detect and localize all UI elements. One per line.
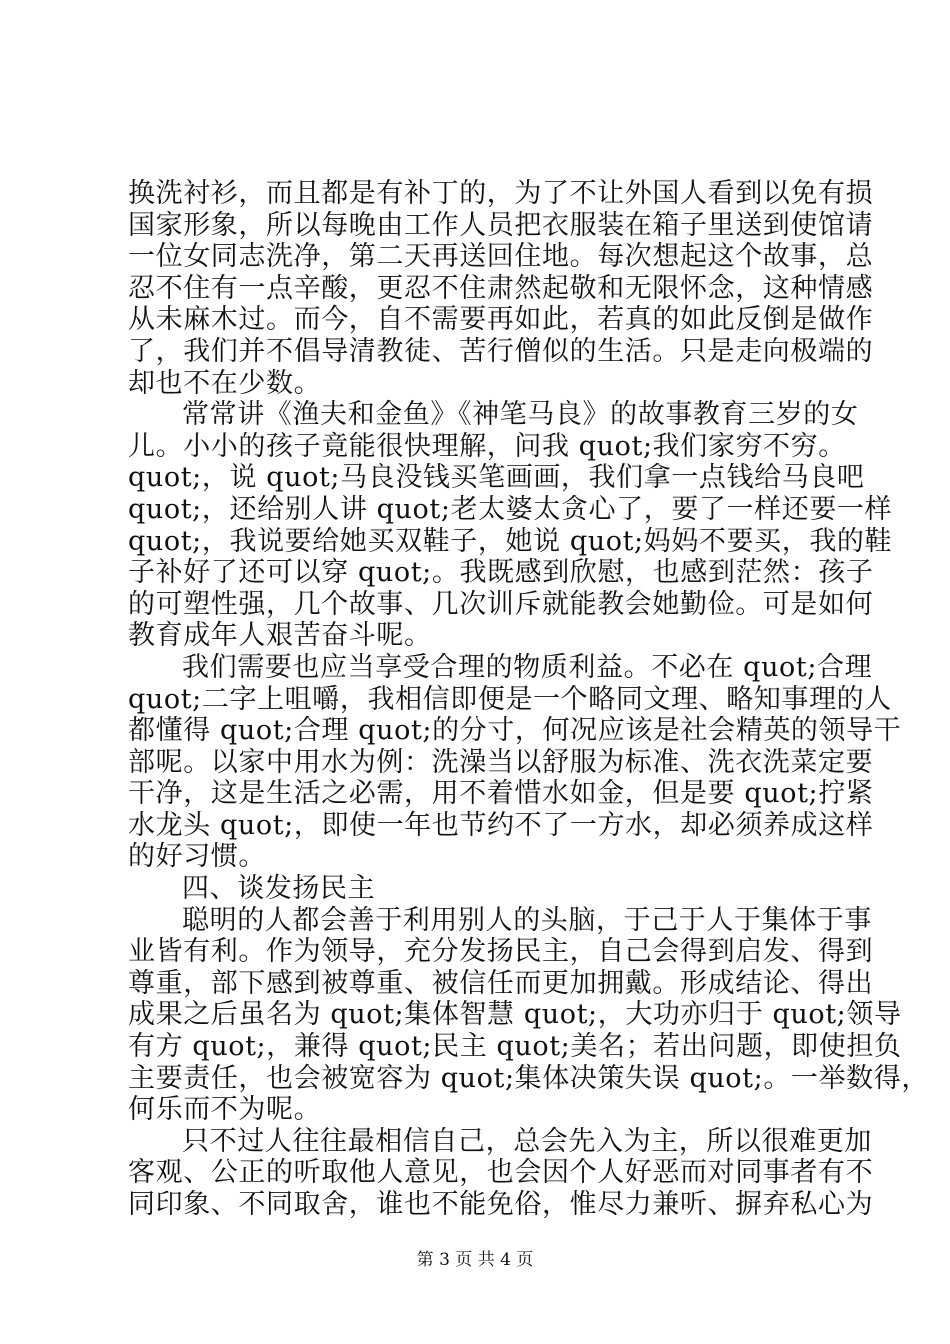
text-line: 子补好了还可以穿 quot;。我既感到欣慰，也感到茫然：孩子	[128, 557, 874, 589]
text-line: 教育成年人艰苦奋斗呢。	[128, 620, 432, 652]
text-line: 聪明的人都会善于利用别人的头脑，于己于人于集体于事	[182, 904, 872, 936]
text-line: 了，我们并不倡导清教徒、苦行僧似的生活。只是走向极端的	[128, 335, 874, 367]
text-line: quot;，我说要给她买双鞋子，她说 quot;妈妈不要买，我的鞋	[128, 525, 893, 557]
text-line: 同印象、不同取舍，谁也不能免俗，惟尽力兼听、摒弃私心为	[128, 1189, 874, 1220]
text-line: 都懂得 quot;合理 quot;的分寸，何况应该是社会精英的领导干	[128, 715, 902, 747]
text-line: 干净，这是生活之必需，用不着惜水如金，但是要 quot;拧紧	[128, 778, 874, 810]
text-line: 客观、公正的听取他人意见，也会因个人好恶而对同事者有不	[128, 1157, 874, 1189]
text-line: 业皆有利。作为领导，充分发扬民主，自己会得到启发、得到	[128, 936, 874, 968]
text-line: 部呢。以家中用水为例：洗澡当以舒服为标准、洗衣洗菜定要	[128, 746, 874, 778]
text-line: 从未麻木过。而今，自不需要再如此，若真的如此反倒是做作	[128, 304, 874, 336]
text-line: 国家形象，所以每晚由工作人员把衣服装在箱子里送到使馆请	[128, 209, 874, 241]
text-line: 四、谈发扬民主	[182, 873, 376, 905]
text-line: 儿。小小的孩子竟能很快理解，问我 quot;我们家穷不穷。	[128, 430, 846, 462]
text-line: 成果之后虽名为 quot;集体智慧 quot;，大功亦归于 quot;领导	[128, 999, 902, 1031]
text-line: 有方 quot;，兼得 quot;民主 quot;美名；若出问题，即使担负	[128, 1031, 902, 1063]
text-line: quot;，还给别人讲 quot;老太婆太贪心了，要了一样还要一样	[128, 493, 893, 525]
text-line: 的好习惯。	[128, 841, 266, 873]
text-line: 水龙头 quot;，即使一年也节约不了一方水，却必须养成这样	[128, 809, 874, 841]
text-line: 只不过人往往最相信自己，总会先入为主，所以很难更加	[182, 1125, 872, 1157]
text-line: 常常讲《渔夫和金鱼》《神笔马良》的故事教育三岁的女	[182, 399, 859, 431]
text-line: 换洗衬衫，而且都是有补丁的，为了不让外国人看到以免有损	[128, 178, 874, 209]
text-line: 却也不在少数。	[128, 367, 322, 399]
text-line: quot;二字上咀嚼，我相信即便是一个略同文理、略知事理的人	[128, 683, 892, 715]
text-line: 何乐而不为呢。	[128, 1094, 322, 1126]
text-line: quot;，说 quot;马良没钱买笔画画，我们拿一点钱给马良吧	[128, 462, 865, 494]
body-text	[128, 178, 929, 1221]
text-line: 我们需要也应当享受合理的物质利益。不必在 quot;合理	[182, 651, 873, 683]
text-line: 主要责任，也会被宽容为 quot;集体决策失误 quot;。一举数得，	[128, 1062, 929, 1094]
page-footer: 第 3 页 共 4 页	[416, 1250, 534, 1270]
text-line: 尊重，部下感到被尊重、被信任而更加拥戴。形成结论、得出	[128, 967, 874, 999]
text-line: 的可塑性强，几个故事、几次训斥就能教会她勤俭。可是如何	[128, 588, 874, 620]
text-line: 一位女同志洗净，第二天再送回住地。每次想起这个故事，总	[128, 241, 874, 273]
text-line: 忍不住有一点辛酸，更忍不住肃然起敬和无限怀念，这种情感	[128, 272, 874, 304]
